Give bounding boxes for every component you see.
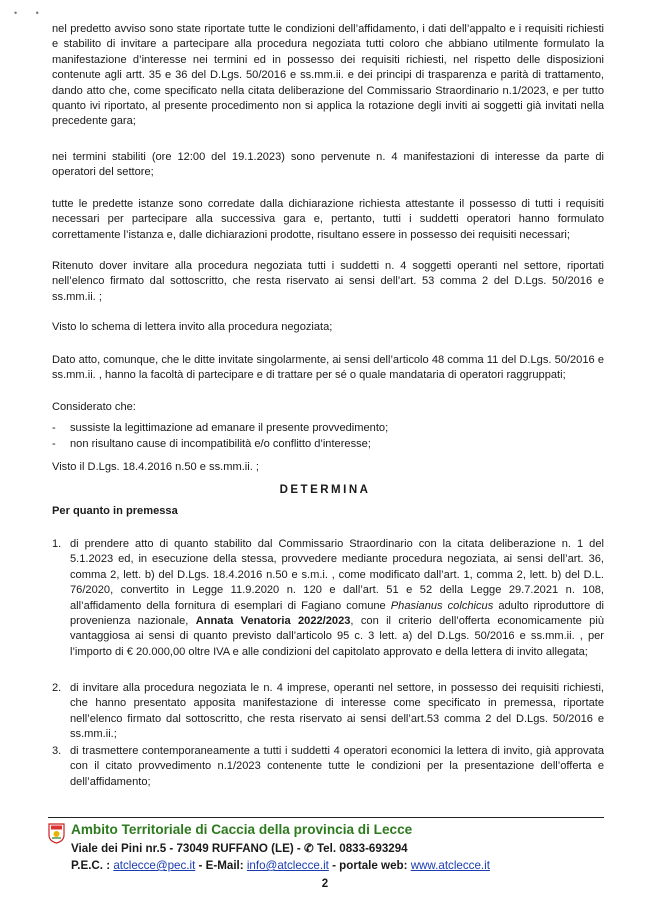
premessa-subheading: Per quanto in premessa [52, 505, 178, 517]
paragraph-visto-schema: Visto lo schema di lettera invito alla procedura negoziata; [52, 321, 333, 333]
scan-marks: • • [14, 8, 47, 18]
item-number: 2. [52, 682, 62, 694]
web-label: - portale web: [328, 859, 411, 872]
item-text: di trasmettere contemporaneamente a tutti i suddetti 4 operatori economici la lettera di invito, già approvata con il citato provvedimento n.1/2023 contenente tutte le condizioni per la presentazione dell’offerta e dell’affidamento; [70, 745, 604, 788]
paragraph-istanze: tutte le predette istanze sono corredate dalla dichiarazione richiesta attestante il possesso di tutti i requisiti necessari per partecipare alla successiva gara e, pertanto, tutti i suddetti operatori hanno formulato correttamente l’istanza e, dalle dichiarazioni prodotte, risultano essere in possesso dei requisiti necessari; [52, 198, 604, 241]
paragraph-ritenuto: Ritenuto dover invitare alla procedura negoziata tutti i suddetti n. 4 soggetti operanti nel settore, riportati nell’elenco firmato dal sottoscritto, che resta riservato ai sensi dell’art. 53 comma 2 del D.Lgs. 50/2016 e ss.mm.ii. ; [52, 260, 604, 303]
footer-address: Viale dei Pini nr.5 - 73049 RUFFANO (LE) - ✆ Tel. 0833-693294 [71, 842, 408, 855]
item-number: 3. [52, 745, 62, 757]
email-link[interactable]: info@atclecce.it [246, 859, 329, 872]
footer-divider [48, 817, 604, 818]
item-text [70, 537, 604, 660]
bullet-dash: - [52, 422, 56, 434]
paragraph-dato-atto: Dato atto, comunque, che le ditte invitate singolarmente, ai sensi dell’articolo 48 comma 11 del D.Lgs. 50/2016 e ss.mm.ii. , hanno la facoltà di partecipare e di trattare per sé o quale mandataria di operatori raggruppati; [52, 354, 604, 382]
pec-label: P.E.C. : [71, 859, 114, 872]
item-text-part: adulto riproduttore di provenienza nazionale, [70, 599, 605, 628]
website-link[interactable]: www.atclecce.it [410, 859, 490, 872]
item-text: di invitare alla procedura negoziata le n. 4 imprese, operanti nel settore, in possesso dei requisiti richiesti, che hanno presentato apposita manifestazione di interesse come specificato in premessa, riportate nell’elenco firmato dal sottoscritto, che resta riservato ai sensi dell’art.53 comma 2 del D.Lgs. 50/2016 e ss.mm.ii.; [70, 682, 604, 741]
item-number: 1. [52, 538, 62, 550]
item-text-part: di prendere atto di quanto stabilito dal Commissario Straordinario con la citata deliberazione n. 1 del 5.1.2023 ed, in esecuzione della stessa, provvedere mediante procedura negoziata, ai sensi dell’art. 36, comma 2, lett. b) del D.Lgs. 18.4.2016 n.50 e s.m.i. , come modificato dall’art. 1, comma 2, lett. b) del D.L. 76/2020, convertito in Legge 11.9.2020 n. 120 e dall’art. 51 e 52 della Legge 29.7.2021 n. 108, all’affidamento della fornitura di esemplari di Fagiano comune [70, 538, 604, 612]
footer-contacts [71, 859, 490, 872]
bullet-text: sussiste la legittimazione ad emanare il presente provvedimento; [70, 422, 389, 434]
email-label: - E-Mail: [195, 859, 247, 872]
species-name: Phasianus colchicus [390, 599, 494, 612]
page-number: 2 [321, 878, 329, 890]
paragraph-considerato: Considerato che: [52, 401, 136, 413]
paragraph-termini: nei termini stabiliti (ore 12:00 del 19.1.2023) sono pervenute n. 4 manifestazioni di interesse da parte di operatori del settore; [52, 151, 604, 179]
determina-heading: DETERMINA [279, 484, 371, 496]
item-text-part: , con il criterio dell’offerta economicamente più vantaggiosa ai sensi di quanto previsto dall’articolo 95 c. 3 lett. a) del D.Lgs. 50/2016 e ss.mm.ii. , per l’importo di € 20.000,00 oltre IVA e alle condizioni del capitolato approvato e della lettera di invito allegata; [70, 615, 604, 658]
paragraph-visto-dlgs: Visto il D.Lgs. 18.4.2016 n.50 e ss.mm.ii. ; [52, 461, 259, 473]
bullet-text: non risultano cause di incompatibilità e/o conflitto d’interesse; [70, 438, 371, 450]
bullet-dash: - [52, 438, 56, 450]
annata-venatoria: Annata Venatoria 2022/2023 [195, 615, 351, 628]
paragraph-avviso: nel predetto avviso sono state riportate tutte le condizioni dell’affidamento, i dati dell’appalto e i requisiti richiesti e stabilito di invitare a partecipare alla procedura negoziata tutti coloro che abbiano utilmente formulato la manifestazione d’interesse nei termini ed in possesso dei requisiti richiesti, nel rispetto delle disposizioni contenute agli artt. 35 e 36 del D.Lgs. 50/2016 e ss.mm.ii. e dei principi di trasparenza e parità di trattamento, dando atto che, come specificato nella citata deliberazione del Commissario Straordinario n.1/2023, e per tutto quanto ivi riportato, al presente procedimento non si applica la rotazione degli inviti ai soggetti già invitati nella precedente gara; [52, 23, 604, 128]
footer-organization: Ambito Territoriale di Caccia della provincia di Lecce [71, 822, 413, 837]
coat-of-arms-icon [48, 822, 65, 844]
pec-link[interactable]: atclecce@pec.it [113, 859, 196, 872]
